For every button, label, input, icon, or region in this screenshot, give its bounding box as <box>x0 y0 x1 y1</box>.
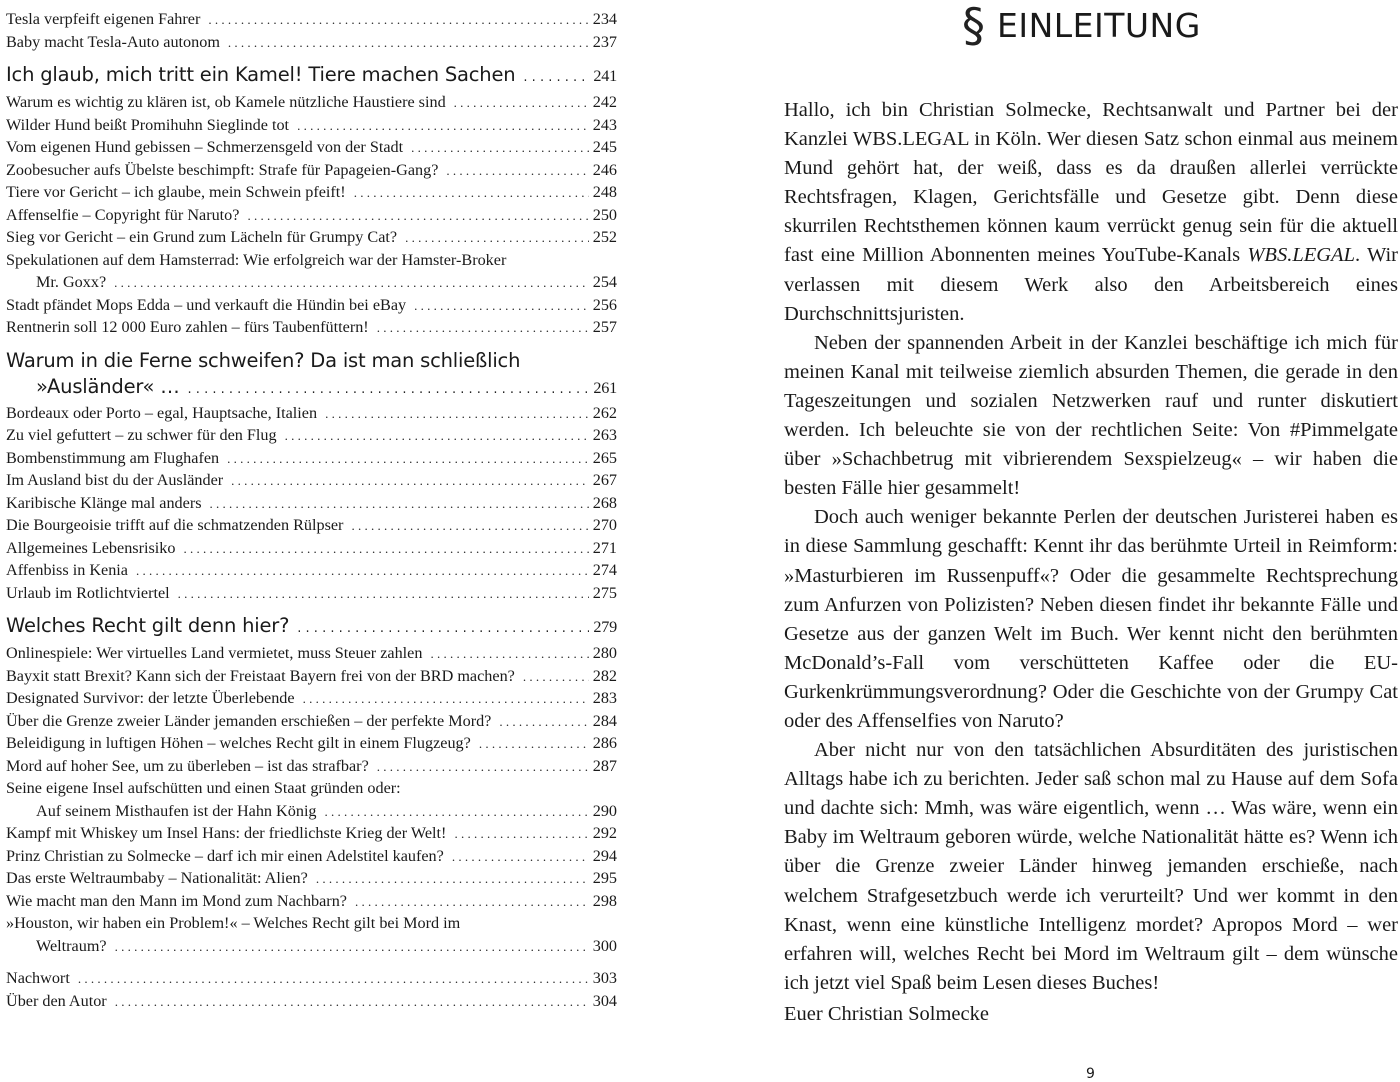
toc-page-number: 245 <box>592 138 617 156</box>
toc-entry-title: Designated Survivor: der letzte Überlebende <box>6 689 295 707</box>
toc-entry <box>6 226 617 249</box>
toc-entry-title: Tiere vor Gericht – ich glaube, mein Schwein pfeift! <box>6 183 346 201</box>
toc-entry-title: Karibische Klänge mal anders <box>6 493 202 512</box>
toc-entry-title: Wilder Hund beißt Promihuhn Sieglinde tot <box>6 115 290 134</box>
toc-leader-dots <box>377 756 589 779</box>
toc-page-number: 263 <box>592 426 617 444</box>
page-number: 9 <box>1086 1066 1095 1082</box>
toc-page-number: 287 <box>592 756 617 775</box>
toc-leader-dots <box>499 711 588 734</box>
toc-page-number: 303 <box>592 969 617 987</box>
introduction-text <box>784 96 1398 998</box>
paragraph <box>784 736 1398 998</box>
toc-entry <box>6 845 617 868</box>
paragraph <box>784 503 1398 736</box>
toc-entry <box>6 935 617 958</box>
toc-entry <box>6 469 617 492</box>
toc-entry-title: »Houston, wir haben ein Problem!« – Welches Recht gilt bei Mord im <box>6 914 461 932</box>
toc-entry-title: Urlaub im Rotlichtviertel <box>6 583 170 602</box>
section-sign-icon: § <box>962 0 985 52</box>
toc-entry-title: Zoobesucher aufs Übelste beschimpft: Strafe für Papageien-Gang? <box>6 160 439 179</box>
toc-page-number: 234 <box>592 10 617 28</box>
text-run: Neben der spannenden Arbeit in der Kanzlei beschäftige ich mich für meinen Kanal mit teilweise ziemlich absurden Themen, die gerade in den Tageszeitungen und sozialen Netzwerken rauf und runter diskutiert werden. Ich beleuchte sie von der rechtlichen Seite: Von #Pimmelgate über »Schachbetrug mit vibrierendem Sexspielzeug« – wir haben die besten Fälle hier gesammelt! <box>784 331 1398 500</box>
toc-chapter <box>6 348 617 374</box>
toc-entry-title: Ich glaub, mich tritt ein Kamel! Tiere machen Sachen <box>6 63 516 86</box>
toc-entry <box>6 559 617 582</box>
toc-entry-title: Über den Autor <box>6 991 107 1010</box>
toc-entry-title: Affenselfie – Copyright für Naruto? <box>6 205 240 224</box>
toc-leader-dots <box>208 9 588 32</box>
toc-leader-dots <box>523 65 589 91</box>
text-run: Aber nicht nur von den tatsächlichen Absurditäten des juristischen Alltags habe ich zu berichten. Jeder saß schon mal zu Hause auf dem Sofa und dachte sich: Mmh, was wäre eigentlich, wenn … Was wäre, wenn ein Baby im Weltraum geboren würde, welche Nationalität hätte es? Wenn ich über die Grenze zweier Länder hinweg jemanden erschieße, nach welchem Strafgesetzbuch werde ich verurteilt? Und wer kommt in den Knast, wenn eine künstliche Intelligenz mordet? Apropos Mord – wer erfahren will, welches Recht bei Mord im Weltraum gilt – dem wünsche ich jetzt viel Spaß beim Lesen dieses Buches! <box>784 739 1398 994</box>
toc-entry <box>6 755 617 778</box>
toc-entry-title: Das erste Weltraumbaby – Nationalität: Alien? <box>6 869 308 887</box>
toc-entry <box>6 204 617 227</box>
toc-leader-dots <box>227 448 589 471</box>
toc-page-number: 241 <box>593 67 617 85</box>
toc-entry <box>6 249 617 272</box>
toc-entry-title: Auf seinem Misthaufen ist der Hahn König <box>36 801 317 820</box>
toc-leader-dots <box>446 160 588 183</box>
toc-entry-title: Affenbiss in Kenia <box>6 561 128 579</box>
toc-entry-title: Welches Recht gilt denn hier? <box>6 614 290 637</box>
toc-leader-dots <box>405 227 589 250</box>
toc-entry <box>6 31 617 54</box>
toc-leader-dots <box>316 868 589 891</box>
toc-entry <box>6 316 617 339</box>
toc-leader-dots <box>411 137 589 160</box>
toc-leader-dots <box>228 32 589 55</box>
toc-leader-dots <box>355 891 589 914</box>
toc-entry <box>6 181 617 204</box>
toc-page-number: 237 <box>592 32 617 51</box>
toc-page-number: 252 <box>592 228 617 246</box>
toc-entry-title: Nachwort <box>6 969 70 987</box>
toc-entry-title: »Ausländer« … <box>36 374 180 398</box>
table-of-contents <box>6 8 617 1012</box>
toc-page-number: 304 <box>592 991 617 1010</box>
toc-leader-dots <box>414 295 589 318</box>
toc-entry-title: Seine eigene Insel aufschütten und einen Staat gründen oder: <box>6 779 401 797</box>
toc-page-number: 265 <box>592 448 617 467</box>
toc-page-number: 271 <box>592 538 617 557</box>
chapter-title: EINLEITUNG <box>997 5 1201 45</box>
chapter-heading <box>962 0 1201 52</box>
signature: Euer Christian Solmecke <box>784 1003 989 1025</box>
toc-leader-dots <box>454 92 589 115</box>
toc-entry-title: Wie macht man den Mann im Mond zum Nachbarn? <box>6 891 347 910</box>
toc-entry-title: Zu viel gefuttert – zu schwer für den Flug <box>6 426 277 444</box>
toc-page-number: 294 <box>592 846 617 865</box>
toc-entry <box>6 91 617 114</box>
toc-page-number: 284 <box>592 711 617 730</box>
toc-entry-title: Bayxit statt Brexit? Kann sich der Freistaat Bayern frei von der BRD machen? <box>6 666 515 685</box>
toc-leader-dots <box>247 205 588 228</box>
toc-entry <box>6 890 617 913</box>
toc-entry-title: Stadt pfändet Mops Edda – und verkauft die Hündin bei eBay <box>6 295 407 314</box>
toc-leader-dots <box>210 493 589 516</box>
toc-entry-title: Prinz Christian zu Solmecke – darf ich mir einen Adelstitel kaufen? <box>6 846 444 865</box>
toc-chapter <box>6 374 617 400</box>
toc-page-number: 283 <box>592 689 617 707</box>
toc-page-number: 268 <box>592 493 617 512</box>
toc-page-number: 286 <box>592 734 617 752</box>
toc-leader-dots <box>377 317 589 340</box>
toc-entry <box>6 967 617 990</box>
toc-entry <box>6 514 617 537</box>
toc-page-number: 261 <box>593 378 617 397</box>
toc-page-number: 267 <box>592 471 617 489</box>
toc-entry <box>6 800 617 823</box>
toc-chapter <box>6 62 617 88</box>
toc-entry <box>6 732 617 755</box>
toc-entry-title: Mord auf hoher See, um zu überleben – ist das strafbar? <box>6 756 369 775</box>
toc-entry-title: Onlinespiele: Wer virtuelles Land vermietet, muss Steuer zahlen <box>6 644 423 662</box>
text-run: Hallo, ich bin Christian Solmecke, Rechtsanwalt und Partner bei der Kanzlei WBS.LEGAL in Köln. Wer diesen Satz schon einmal aus meinem Mund gehört hat, der weiß, dass es da draußen allerlei verrückte Rechtsfragen, Klagen, Gerichtsfälle und Gesetze gibt. Denn diese skurrilen Rechtsthemen können kaum verrückt genug sein für die aktuell fast eine Million Abonnenten meines YouTube-Kanals <box>784 99 1398 267</box>
toc-entry-title: Bombenstimmung am Flughafen <box>6 448 220 467</box>
toc-page-number: 274 <box>592 561 617 579</box>
toc-page-number: 298 <box>592 891 617 910</box>
toc-entry-title: Baby macht Tesla-Auto autonom <box>6 32 220 51</box>
toc-spacer <box>6 957 617 967</box>
toc-entry <box>6 822 617 845</box>
toc-page-number: 280 <box>592 644 617 662</box>
toc-entry <box>6 867 617 890</box>
toc-leader-dots <box>285 425 589 448</box>
toc-page-number: 292 <box>592 824 617 842</box>
toc-leader-dots <box>183 538 588 561</box>
toc-entry <box>6 424 617 447</box>
toc-page-number: 282 <box>592 666 617 685</box>
toc-page-number: 250 <box>592 205 617 224</box>
toc-leader-dots <box>115 991 589 1014</box>
toc-entry-title: Sieg vor Gericht – ein Grund zum Lächeln für Grumpy Cat? <box>6 228 398 246</box>
paragraph <box>784 96 1398 329</box>
toc-entry-title: Weltraum? <box>36 936 107 955</box>
toc-entry <box>6 710 617 733</box>
toc-leader-dots <box>325 403 589 426</box>
toc-entry <box>6 665 617 688</box>
toc-page-number: 256 <box>592 295 617 314</box>
toc-entry <box>6 8 617 31</box>
toc-entry <box>6 492 617 515</box>
toc-page-number: 248 <box>592 183 617 201</box>
toc-entry-title: Spekulationen auf dem Hamsterrad: Wie erfolgreich war der Hamster-Broker <box>6 250 507 269</box>
toc-leader-dots <box>479 733 589 756</box>
toc-entry <box>6 990 617 1013</box>
toc-leader-dots <box>188 377 590 403</box>
toc-page-number: 279 <box>593 618 617 636</box>
toc-entry <box>6 402 617 425</box>
toc-leader-dots <box>452 846 589 869</box>
toc-leader-dots <box>430 643 588 666</box>
toc-leader-dots <box>136 560 589 583</box>
toc-entry-title: Tesla verpfeift eigenen Fahrer <box>6 10 201 28</box>
toc-entry-title: Mr. Goxx? <box>36 273 107 291</box>
toc-leader-dots <box>354 182 589 205</box>
toc-entry <box>6 687 617 710</box>
toc-page-number: 257 <box>592 318 617 336</box>
toc-entry <box>6 114 617 137</box>
toc-leader-dots <box>303 688 589 711</box>
toc-entry-title: Allgemeines Lebensrisiko <box>6 538 176 557</box>
paragraph <box>784 329 1398 504</box>
toc-page-number: 300 <box>592 936 617 955</box>
toc-page-number: 243 <box>592 115 617 134</box>
toc-page-number: 290 <box>592 801 617 820</box>
toc-entry-title: Über die Grenze zweier Länder jemanden erschießen – der perfekte Mord? <box>6 711 492 730</box>
left-page <box>0 0 680 1082</box>
toc-entry-title: Die Bourgeoisie trifft auf die schmatzenden Rülpser <box>6 516 344 534</box>
toc-entry <box>6 777 617 800</box>
toc-entry-title: Beleidigung in luftigen Höhen – welches Recht gilt in einem Flugzeug? <box>6 734 471 752</box>
toc-chapter <box>6 613 617 639</box>
toc-entry-title: Rentnerin soll 12 000 Euro zahlen – fürs Taubenfüttern! <box>6 318 369 336</box>
toc-leader-dots <box>114 272 589 295</box>
toc-leader-dots <box>297 115 589 138</box>
toc-entry <box>6 642 617 665</box>
toc-entry <box>6 136 617 159</box>
toc-page-number: 254 <box>592 273 617 291</box>
toc-leader-dots <box>523 666 589 689</box>
toc-entry-title: Bordeaux oder Porto – egal, Hauptsache, Italien <box>6 403 318 422</box>
text-run: . Wir verlassen mit diesem Werk also den Arbeitsbereich eines Durchschnittsjuristen. <box>784 244 1398 325</box>
toc-page-number: 270 <box>592 516 617 534</box>
toc-page-number: 295 <box>592 869 617 887</box>
toc-entry <box>6 582 617 605</box>
toc-entry-title: Kampf mit Whiskey um Insel Hans: der friedlichste Krieg der Welt! <box>6 824 447 842</box>
toc-page-number: 242 <box>592 93 617 111</box>
toc-leader-dots <box>297 616 589 642</box>
toc-entry-title: Im Ausland bist du der Ausländer <box>6 471 224 489</box>
toc-entry <box>6 537 617 560</box>
toc-page-number: 262 <box>592 403 617 422</box>
toc-entry <box>6 912 617 935</box>
toc-entry <box>6 294 617 317</box>
right-page <box>700 0 1400 1082</box>
toc-entry-title: Warum in die Ferne schweifen? Da ist man schließlich <box>6 348 521 372</box>
italic-text: WBS.LEGAL <box>1247 244 1355 267</box>
toc-page-number: 246 <box>592 160 617 179</box>
toc-leader-dots <box>231 470 589 493</box>
toc-entry-title: Warum es wichtig zu klären ist, ob Kamele nützliche Haustiere sind <box>6 93 446 111</box>
toc-page-number: 275 <box>592 583 617 602</box>
toc-leader-dots <box>115 936 589 959</box>
text-run: Doch auch weniger bekannte Perlen der deutschen Juristerei haben es in diese Sammlung geschafft: Kennt ihr das berühmte Urteil in Reimform: »Masturbieren im Russenpuff«? Oder die gesammelte Rechtsprechung zum Anfurzen von Polizisten? Neben diesen findet ihr bekannte Fälle und Gesetze aus der ganzen Welt im Buch. Wer kennt nicht den berühmten McDonald’s-Fall vom verschütteten Kaffee oder die EU-Gurkenkrümmungsverordnung? Oder die Geschichte von der Grumpy Cat oder des Affenselfies von Naruto? <box>784 506 1398 732</box>
toc-leader-dots <box>78 968 589 991</box>
toc-entry-title: Vom eigenen Hund gebissen – Schmerzensgeld von der Stadt <box>6 138 404 156</box>
toc-leader-dots <box>454 823 588 846</box>
toc-leader-dots <box>178 583 589 606</box>
toc-entry <box>6 447 617 470</box>
toc-entry <box>6 159 617 182</box>
toc-entry <box>6 271 617 294</box>
toc-leader-dots <box>351 515 588 538</box>
toc-leader-dots <box>325 801 589 824</box>
